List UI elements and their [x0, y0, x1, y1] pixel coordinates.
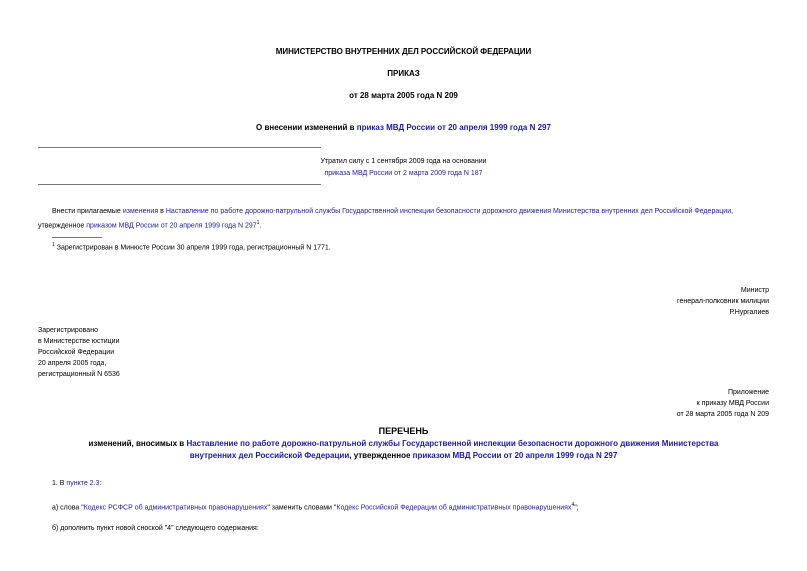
signature-block — [677, 285, 769, 318]
item-text: " заменить словами " — [267, 504, 337, 512]
doc-type: ПРИКАЗ — [387, 69, 420, 78]
divider-top — [38, 147, 321, 148]
ministry-heading: МИНИСТЕРСТВО ВНУТРЕННИХ ДЕЛ РОССИЙСКОЙ ФЕДЕРАЦИИ — [275, 47, 532, 56]
footnote-divider — [52, 237, 102, 238]
item-b: б) дополнить пункт новой сноской "4" следующего содержания: — [52, 525, 259, 532]
item-text: "; — [574, 504, 579, 512]
registration-line: в Министерстве юстиции — [38, 338, 120, 345]
registration-line: 20 апреля 2005 года, — [38, 360, 107, 367]
body-text: Внести прилагаемые — [52, 208, 123, 215]
appendix-line: от 28 марта 2005 года N 209 — [676, 411, 769, 418]
manual-title-link-cont[interactable]: внутренних дел Российской Федерации — [189, 451, 350, 460]
body-paragraph-line1 — [52, 208, 772, 215]
manual-title-link[interactable]: Наставление по работе дорожно-патрульной службы Государственной инспекции безопасности дорожного движения Министерства — [186, 439, 719, 448]
body-paragraph-line2 — [38, 220, 758, 229]
list-subheading-line1 — [0, 438, 807, 450]
status-link[interactable]: приказа МВД России от 2 марта 2009 года N 187 — [324, 170, 483, 177]
body-text: . — [259, 222, 262, 230]
doc-date-number: от 28 марта 2005 года N 209 — [349, 91, 458, 100]
order-297-link[interactable]: приказом МВД России от 20 апреля 1999 года N 297 — [86, 222, 257, 230]
item-a — [52, 502, 579, 511]
changes-link[interactable]: изменения — [122, 208, 159, 215]
subheading-text: , утвержденное — [349, 451, 413, 460]
footnote-mark: 1 — [52, 242, 55, 248]
rsfsr-code-link[interactable]: Кодекс РСФСР об административных правонарушениях — [83, 504, 268, 512]
signature-title: Министр — [740, 287, 769, 294]
footnote — [52, 242, 331, 251]
registration-block — [38, 325, 120, 380]
appendix-line: Приложение — [727, 389, 769, 396]
registration-line: Российской Федерации — [38, 349, 115, 356]
item-1 — [52, 480, 101, 487]
list-subheading-line2 — [0, 450, 807, 462]
signature-rank: генерал-полковник милиции — [677, 298, 769, 305]
list-subheading — [0, 438, 807, 462]
clause-2-3-link[interactable]: пункте 2.3 — [66, 480, 100, 487]
status-link-wrap — [0, 170, 807, 177]
registration-line: Зарегистрировано — [38, 327, 98, 334]
body-text: в — [158, 208, 166, 215]
doc-title-prefix: О внесении изменений в — [256, 123, 357, 132]
rf-code-link[interactable]: Кодекс Российской Федерации об административных правонарушениях — [336, 504, 572, 512]
item-text: : — [99, 480, 102, 487]
item-text: а) слова " — [52, 504, 84, 512]
appendix-line: к приказу МВД России — [696, 400, 769, 407]
item-text: 1. В — [52, 480, 67, 487]
body-text: утвержденное — [38, 222, 87, 230]
footnote-ref: 1 — [256, 220, 260, 226]
footnote-text: Зарегистрирован в Минюсте России 30 апреля 1999 года, регистрационный N 1771. — [54, 244, 331, 252]
doc-title — [0, 123, 807, 132]
registration-line: регистрационный N 6536 — [38, 371, 120, 378]
doc-title-link[interactable]: приказ МВД России от 20 апреля 1999 года N 297 — [356, 123, 551, 132]
signature-name: Р.Нургалиев — [729, 309, 769, 316]
appendix-block — [677, 387, 769, 420]
status-line: Утратил силу с 1 сентября 2009 года на основании — [320, 158, 487, 165]
manual-link[interactable]: Наставление по работе дорожно-патрульной службы Государственной инспекции безопасности дорожного движения Министерства внутренних дел Российской Федерации, — [165, 208, 734, 215]
subheading-text: изменений, вносимых в — [88, 439, 187, 448]
divider-bottom — [38, 184, 321, 185]
list-heading: ПЕРЕЧЕНЬ — [378, 426, 429, 436]
order-297-link-2[interactable]: приказом МВД России от 20 апреля 1999 года N 297 — [412, 451, 618, 460]
footnote-4-ref: 4 — [571, 502, 575, 508]
